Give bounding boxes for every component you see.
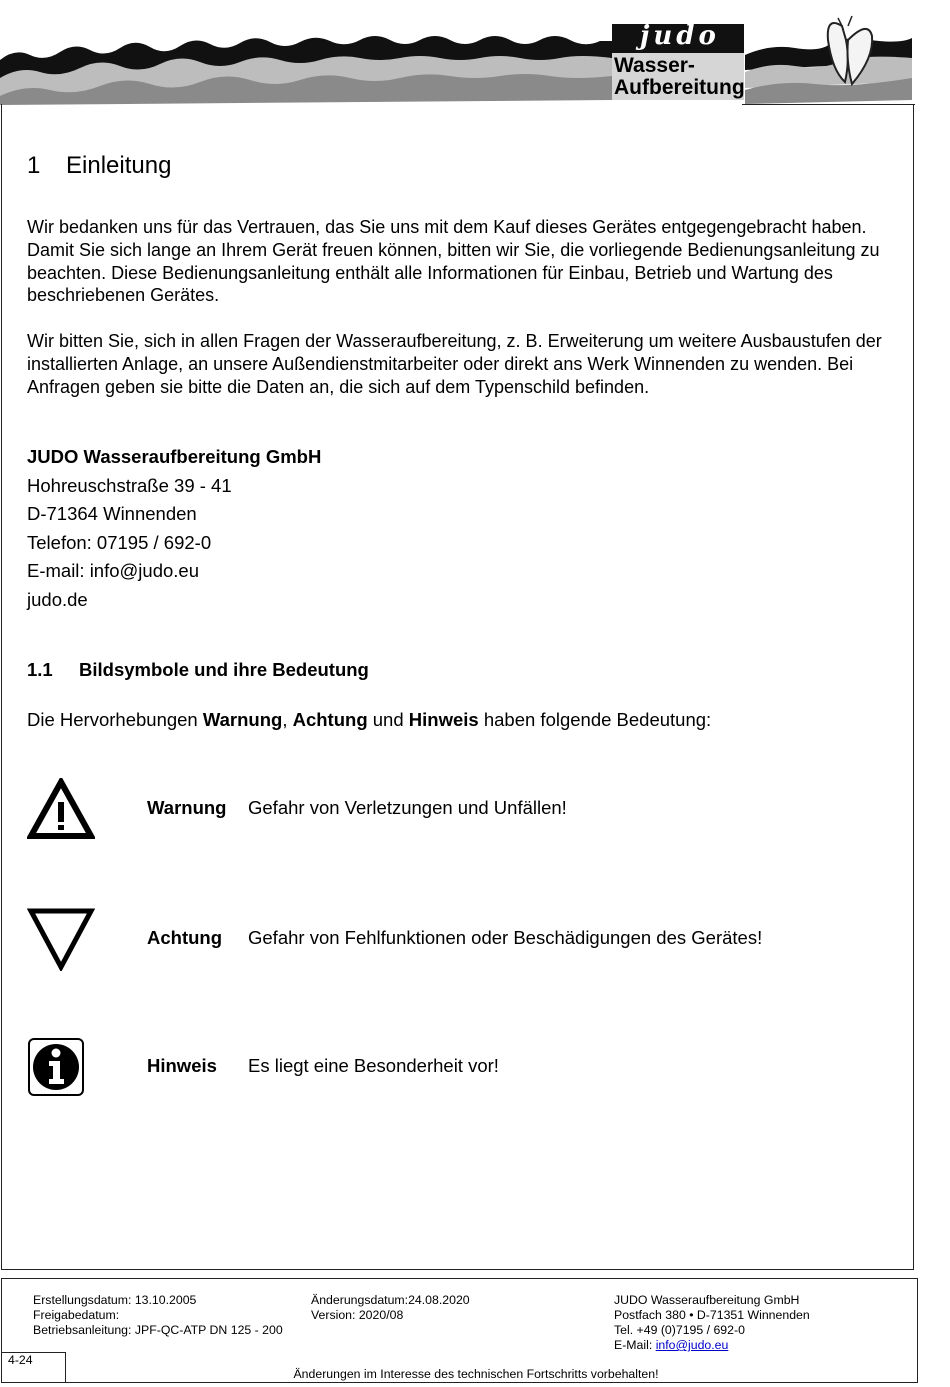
intro-warnung: Warnung: [202, 709, 283, 730]
footer-email-label: E-Mail:: [614, 1338, 656, 1352]
brand-line-2: Aufbereitung: [614, 76, 745, 99]
company-web: judo.de: [27, 588, 88, 610]
footer-email-link[interactable]: info@judo.eu: [655, 1338, 729, 1352]
footer-change-date: Änderungsdatum:24.08.2020: [311, 1293, 470, 1307]
footer-disclaimer: Änderungen im Interesse des technischen Fortschritts vorbehalten!: [293, 1367, 659, 1381]
section-title: Einleitung: [66, 152, 172, 179]
intro-hinweis: Hinweis: [408, 709, 479, 730]
judo-logo: judo: [640, 21, 720, 51]
header-wave-band: [0, 0, 950, 105]
symbol-label-warnung: Warnung: [147, 797, 227, 818]
section-number: 1: [27, 152, 41, 179]
intro-paragraph-1: Wir bedanken uns für das Vertrauen, das Sie uns mit dem Kauf dieses Gerätes entgegengebracht haben. Damit Sie sich lange an Ihrem Gerät freuen können, bitten wir Sie, die vorliegende Bedienungsanleitung zu beachten. Diese Bedienungsanleitung enthält alle Informationen für Einbau, Betrieb und Wartung des beschriebenen Gerätes.: [27, 217, 880, 306]
intro-text: haben folgende Bedeutung:: [478, 709, 712, 730]
subsection-title: Bildsymbole und ihre Bedeutung: [79, 659, 369, 680]
section-heading-bildsymbole: [27, 659, 369, 681]
intro-text: Die Hervorhebungen: [27, 709, 203, 730]
symbol-label-hinweis: Hinweis: [147, 1055, 217, 1076]
intro-text: und: [367, 709, 409, 730]
company-email: E-mail: info@judo.eu: [27, 560, 200, 581]
info-icon: [27, 1037, 85, 1097]
footer-creation-date: Erstellungsdatum: 13.10.2005: [33, 1293, 197, 1307]
symbol-desc-warnung: Gefahr von Verletzungen und Unfällen!: [248, 797, 567, 818]
company-city: D-71364 Winnenden: [27, 503, 197, 524]
intro-text: ,: [282, 709, 293, 730]
intro-achtung: Achtung: [292, 709, 368, 730]
subsection-number: 1.1: [27, 659, 53, 680]
footer-column-contact: [614, 1293, 810, 1353]
caution-triangle-icon: [27, 907, 95, 971]
footer-email-line: [614, 1338, 810, 1353]
warning-triangle-icon: [27, 778, 95, 840]
company-name: JUDO Wasseraufbereitung GmbH: [27, 446, 322, 467]
footer-column-version: [311, 1293, 470, 1323]
page-number: 4-24: [8, 1353, 33, 1367]
symbol-label-achtung: Achtung: [147, 927, 223, 948]
company-address: [27, 443, 321, 614]
footer-column-dates: [33, 1293, 283, 1338]
section-heading-einleitung: [27, 152, 171, 180]
footer-company-name: JUDO Wasseraufbereitung GmbH: [614, 1293, 800, 1307]
intro-paragraph-2: Wir bitten Sie, sich in allen Fragen der Wasseraufbereitung, z. B. Erweiterung um weitere Ausbaustufen der installierten Anlage, an unsere Außendienstmitarbeiter oder direkt ans Werk Winnenden zu wenden. Bei Anfragen geben sie bitte die Daten an, die sich auf dem Typenschild befinden.: [27, 331, 882, 397]
symbol-desc-hinweis: Es liegt eine Besonderheit vor!: [248, 1055, 499, 1076]
footer-postal-address: Postfach 380 • D-71351 Winnenden: [614, 1308, 810, 1322]
company-phone: Telefon: 07195 / 692-0: [27, 531, 212, 553]
page-frame-top-edge: [742, 104, 915, 105]
symbol-desc-achtung: Gefahr von Fehlfunktionen oder Beschädigungen des Gerätes!: [248, 927, 763, 948]
symbols-intro: [27, 709, 711, 731]
footer-phone: Tel. +49 (0)7195 / 692-0: [614, 1323, 745, 1337]
footer-release-date: Freigabedatum:: [33, 1308, 120, 1322]
brand-line-1: Wasser-: [614, 54, 695, 77]
footer-manual-id: Betriebsanleitung: JPF-QC-ATP DN 125 - 200: [33, 1323, 283, 1337]
company-street: Hohreuschstraße 39 - 41: [27, 474, 232, 496]
footer-version: Version: 2020/08: [311, 1308, 404, 1322]
